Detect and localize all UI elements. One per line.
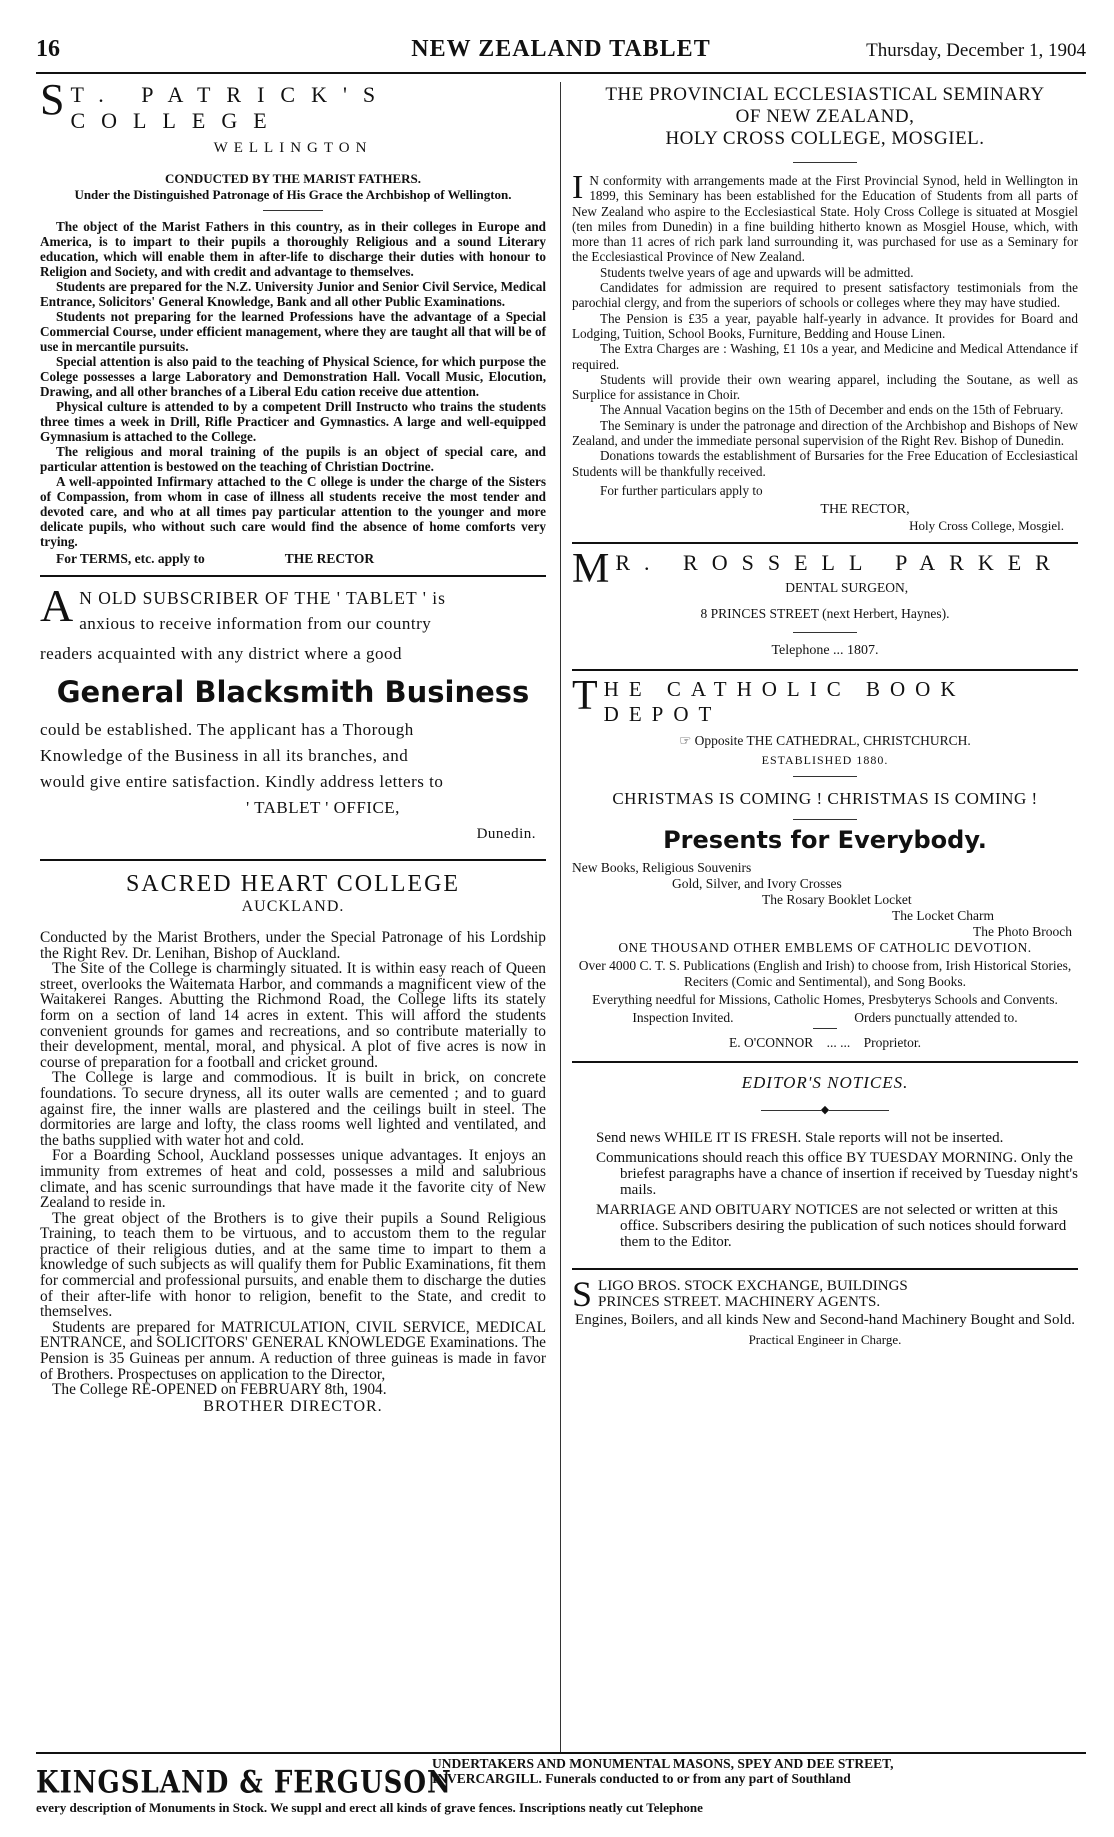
ad-heading: THE PROVINCIAL ECCLESIASTICAL SEMINARY: [605, 84, 1045, 105]
footer-ad: [36, 1756, 1086, 1820]
drop-cap: M: [572, 550, 610, 593]
list-item: The Rosary Booklet Locket: [762, 892, 912, 908]
ad-line: Engines, Boilers, and all kinds New and Second-hand Machinery Bought and Sold.: [575, 1312, 1075, 1329]
ad-line: Over 4000 C. T. S. Publications (English and Irish) to choose from, Irish Historical Stories, Reciters (Comic and Sentimental), and Song Books.: [578, 958, 1072, 990]
notice-item: Send news WHILE IT IS FRESH. Stale reports will not be inserted.: [596, 1130, 1004, 1147]
divider: [793, 162, 857, 163]
paragraph: Special attention is also paid to the teaching of Physical Science, for which purpose the Colege possesses a large Laboratory and Demonstration Hall. Vocall Music, Elocution, Drawing, and all other branches of a Liberal Edu cation receive due attention.: [40, 354, 546, 399]
footer-rule: [36, 1752, 1086, 1754]
ad-location: Opposite THE CATHEDRAL, CHRISTCHURCH.: [694, 733, 971, 749]
list-item: Gold, Silver, and Ivory Crosses: [672, 876, 842, 892]
ad-address: 8 PRINCES STREET (next Herbert, Haynes).: [700, 606, 950, 622]
ad-subheading: CONDUCTED BY THE MARIST FATHERS.: [164, 171, 422, 186]
notice-item: Communications should reach this office BY TUESDAY MORNING. Only the briefest paragraphs have a chance of insertion if received by Tuesday night's mails.: [596, 1150, 1078, 1199]
divider: [263, 210, 323, 211]
ad-location: AUCKLAND.: [241, 898, 345, 915]
ad-body: [40, 219, 546, 549]
proprietor-name: E. O'CONNOR: [729, 1035, 814, 1051]
proprietor-title: Proprietor.: [863, 1035, 921, 1051]
masthead-title: NEW ZEALAND TABLET: [411, 36, 711, 62]
paragraph: A well-appointed Infirmary attached to the C ollege is under the charge of the Sisters of Compassion, from whom in case of illness all students receive the most tender and devoted care, and who at all times pay particular attention to the younger and more delicate pupils, who without such care would find the absence of home comforts very trying.: [40, 474, 546, 549]
ad-telephone: Telephone ... 1807.: [771, 643, 879, 659]
ad-body: [40, 930, 546, 1398]
ad-text-block: [432, 1756, 1086, 1786]
signature: BROTHER DIRECTOR.: [203, 1397, 383, 1415]
notice-item: MARRIAGE AND OBITUARY NOTICES are not selected or written at this office. Subscribers desiring the publication of such notices should forward them to the Editor.: [596, 1202, 1067, 1251]
paragraph: N conformity with arrangements made at the First Provincial Synod, held in Wellington in 1899, this Seminary has been established for the Education of Students from all parts of New Zealand who aspire to the Ecclesiastical State. Holy Cross College is situated at Mosgiel (ten miles from Dunedin) in a fine building hitherto known as Mosgiel House, which, with more than 11 acres of rich park land surrounding it, was purchased for use as a Seminary for the Ecclesiastical Province of New Zealand.: [572, 173, 1078, 265]
ad-line: PRINCES STREET. MACHINERY AGENTS.: [598, 1294, 881, 1311]
ad-line: Everything needful for Missions, Catholic Homes, Presbyterys Schools and Convents.: [592, 992, 1058, 1008]
section-rule: [572, 1268, 1078, 1270]
section-rule: [572, 669, 1078, 671]
left-column: [40, 82, 546, 1416]
page-number: 16: [36, 36, 60, 62]
header-rule: [36, 72, 1086, 74]
section-rule: [572, 1061, 1078, 1063]
drop-cap: I: [572, 173, 584, 206]
paragraph: The Extra Charges are : Washing, £1 10s a year, and Medicine and Medical Attendance if required.: [572, 341, 1078, 372]
page-header: [36, 36, 1086, 72]
ornament-divider: ◆: [572, 1103, 1078, 1116]
ad-line: would give entire satisfaction. Kindly address letters to: [40, 772, 444, 791]
signature: THE RECTOR,: [820, 502, 910, 518]
section-rule: [40, 859, 546, 861]
ad-line: UNDERTAKERS AND MONUMENTAL MASONS, SPEY AND DEE STREET,: [432, 1756, 894, 1771]
ad-line: Orders punctually attended to.: [854, 1010, 1018, 1026]
ad-line: Inspection Invited.: [632, 1010, 734, 1026]
ad-heading: R. ROSSELL PARKER: [615, 550, 1064, 576]
paragraph: The religious and moral training of the pupils is an object of special care, and particular attention is bestowed on the teaching of Christian Doctrine.: [40, 444, 546, 474]
established: ESTABLISHED 1880.: [761, 753, 889, 768]
divider: [793, 632, 857, 633]
ad-line: could be established. The applicant has a Thorough: [40, 720, 414, 739]
notices-body: [572, 1130, 1078, 1250]
proprietor-dots: ... ...: [826, 1035, 851, 1051]
seminary-ad: [572, 84, 1078, 544]
catholic-book-depot-ad: [572, 677, 1078, 1063]
drop-cap: T: [572, 677, 598, 720]
sacred-heart-ad: [40, 871, 546, 1416]
paragraph: The great object of the Brothers is to give their pupils a Sound Religious Training, to teach them to be virtuous, and to accustom them to the regular practice of their religious duties, and at the same time to impart to them a knowledge of such subjects as will qualify them for Public Examinations, fit them for commercial and professional pursuits, and enable them to discharge the duties of their after-life with honor to religion, benefit to the State, and credit to themselves.: [40, 1209, 546, 1321]
paragraph: Students are prepared for the N.Z. University Junior and Senior Civil Service, Medical Entrance, Solicitors' General Knowledge, Bank and all other Public Examinations.: [40, 279, 546, 309]
paragraph: Physical culture is attended to by a competent Drill Instructo who trains the students three times a week in Drill, Rifle Practicer and Gymnastics. A large and well-equipped Gymnasium is attached to the College.: [40, 399, 546, 444]
paragraph: The Seminary is under the patronage and direction of the Archbishop and Bishops of New Zealand, and under the immediate personal supervision of the Right Rev. Bishop of Dunedin.: [572, 417, 1078, 449]
ad-body: [572, 173, 1078, 498]
apply-text: For TERMS, etc. apply to: [56, 551, 205, 566]
paragraph: The College is large and commodious. It is built in brick, on concrete foundations. To secure dryness, all its outer walls are cemented ; and to guard against fire, the inner walls are plastered and the ceilings built in steel. The dormitories are large and lofty, the class rooms well lighted and ventilated, and the baths supplied with water hot and cold.: [40, 1069, 546, 1149]
ad-banner: CHRISTMAS IS COMING ! CHRISTMAS IS COMING !: [612, 789, 1038, 809]
ad-line: INVERCARGILL. Funerals conducted to or from any part of Southland: [432, 1771, 851, 1786]
ad-heading: T. PATRICK'S COLLEGE: [70, 82, 392, 133]
column-divider: [560, 82, 561, 1752]
drop-cap: S: [572, 1278, 593, 1311]
paragraph: The object of the Marist Fathers in this country, as in their colleges in Europe and America, is to impart to their pupils a thoroughly Religious and a sound Literary education, which will enable them in after-life to discharge their duties with honour to Religion and Society, and with credit and advantage to themselves.: [40, 219, 546, 279]
ad-line: every description of Monuments in Stock. We suppl and erect all kinds of grave fences. Inscriptions neatly cut Telephone: [36, 1800, 703, 1815]
signature: THE RECTOR: [284, 551, 375, 566]
ad-address: Dunedin.: [476, 826, 536, 842]
right-column: [572, 84, 1078, 1348]
ad-heading: KINGSLAND & FERGUSON: [36, 1765, 452, 1801]
divider: [813, 1028, 837, 1029]
ad-heading: HOLY CROSS COLLEGE, MOSGIEL.: [665, 128, 985, 149]
ad-line: anxious to receive information from our country: [79, 614, 432, 633]
sligo-bros-ad: [572, 1278, 1078, 1348]
section-title: EDITOR'S NOTICES.: [741, 1073, 909, 1093]
section-rule: [572, 542, 1078, 544]
paragraph: Students will provide their own wearing apparel, including the Soutane, as well as Surplice for assistance in Choir.: [572, 371, 1078, 403]
ad-line: ONE THOUSAND OTHER EMBLEMS OF CATHOLIC DEVOTION.: [618, 940, 1032, 956]
st-patricks-ad: [40, 82, 546, 577]
ad-heading: SACRED HEART COLLEGE: [125, 871, 461, 897]
ad-line: LIGO BROS. STOCK EXCHANGE, BUILDINGS: [598, 1278, 908, 1295]
ad-line: readers acquainted with any district where a good: [40, 644, 403, 663]
issue-date: Thursday, December 1, 1904: [866, 40, 1086, 61]
divider: [793, 776, 857, 777]
paragraph: The Annual Vacation begins on the 15th of December and ends on the 15th of February.: [600, 402, 1064, 418]
ad-role: DENTAL SURGEON,: [785, 580, 909, 596]
section-rule: [40, 575, 546, 577]
list-item: The Locket Charm: [892, 908, 994, 924]
rossell-parker-ad: [572, 550, 1078, 671]
ad-line: Knowledge of the Business in all its branches, and: [40, 746, 409, 765]
paragraph: Conducted by the Marist Brothers, under the Special Patronage of his Lordship the Right Rev. Dr. Lenihan, Bishop of Auckland.: [40, 929, 546, 962]
paragraph: Students twelve years of age and upwards will be admitted.: [600, 264, 914, 280]
ad-heading: OF NEW ZEALAND,: [735, 106, 915, 127]
paragraph: Candidates for admission are required to present satisfactory testimonials from the parochial clergy, and from the superiors of schools or colleges where they may have studied.: [572, 280, 1078, 311]
paragraph: The Site of the College is charmingly situated. It is within easy reach of Queen street, overlooks the Waitemata Harbor, and commands a magnificent view of the Waitakerei Ranges. Abutting the Richmond Road, the College lifts its stately form on a section of land 14 acres in extent. This will afford the students convenient grounds for games and recreations, and so contribute materially to their development, mental, moral, and physical. A plot of five acres is now in course of preparation for a football and cricket ground.: [40, 960, 546, 1071]
pointing-hand-icon: ☞: [679, 733, 692, 749]
paragraph: The Pension is £35 a year, payable half-yearly in advance. It provides for Board and Lodging, Tuition, School Books, Furniture, Bedding and House Linen.: [572, 310, 1078, 341]
ad-line: Practical Engineer in Charge.: [748, 1332, 902, 1348]
list-item: The Photo Brooch: [973, 924, 1072, 940]
ad-location: WELLINGTON: [213, 140, 373, 156]
ad-headline: Presents for Everybody.: [663, 826, 987, 855]
drop-cap: A: [40, 585, 74, 631]
paragraph: Donations towards the establishment of Bursaries for the Free Education of Ecclesiastical Students will be thankfully received.: [572, 448, 1078, 479]
paragraph: For a Boarding School, Auckland possesses unique advantages. It enjoys an immunity from extremes of heat and cold, possesses a mild and salubrious climate, and has scenic surroundings that have made it the favorite city of New Zealand to reside in.: [40, 1147, 546, 1212]
signature-place: Holy Cross College, Mosgiel.: [909, 518, 1064, 534]
list-item: New Books, Religious Souvenirs: [572, 860, 752, 876]
editors-notices: [572, 1073, 1078, 1270]
ad-headline: General Blacksmith Business: [56, 675, 530, 709]
ad-patronage: Under the Distinguished Patronage of His Grace the Archbishop of Wellington.: [74, 187, 512, 202]
paragraph: For further particulars apply to: [600, 482, 763, 498]
paragraph: Students not preparing for the learned Professions have the advantage of a Special Commercial Course, under efficient management, where they are taught all that will be of use in mercantile pursuits.: [40, 309, 546, 354]
divider: [793, 819, 857, 820]
paragraph: The College RE-OPENED on FEBRUARY 8th, 1904.: [52, 1381, 387, 1399]
old-subscriber-ad: [40, 585, 546, 861]
drop-cap: S: [40, 82, 65, 124]
ad-address: ' TABLET ' OFFICE,: [246, 798, 400, 817]
paragraph: Students are prepared for MATRICULATION, CIVIL SERVICE, MEDICAL ENTRANCE, and SOLICITORS' GENERAL KNOWLEDGE Examinations. The Pension is 35 Guineas per annum. A reduction of three guineas is made in favor of Brothers. Prospectuses on application to the Director,: [40, 1318, 546, 1383]
ad-heading: HE CATHOLIC BOOK DEPOT: [603, 677, 966, 727]
ad-line: N OLD SUBSCRIBER OF THE ' TABLET ' is: [79, 588, 446, 608]
